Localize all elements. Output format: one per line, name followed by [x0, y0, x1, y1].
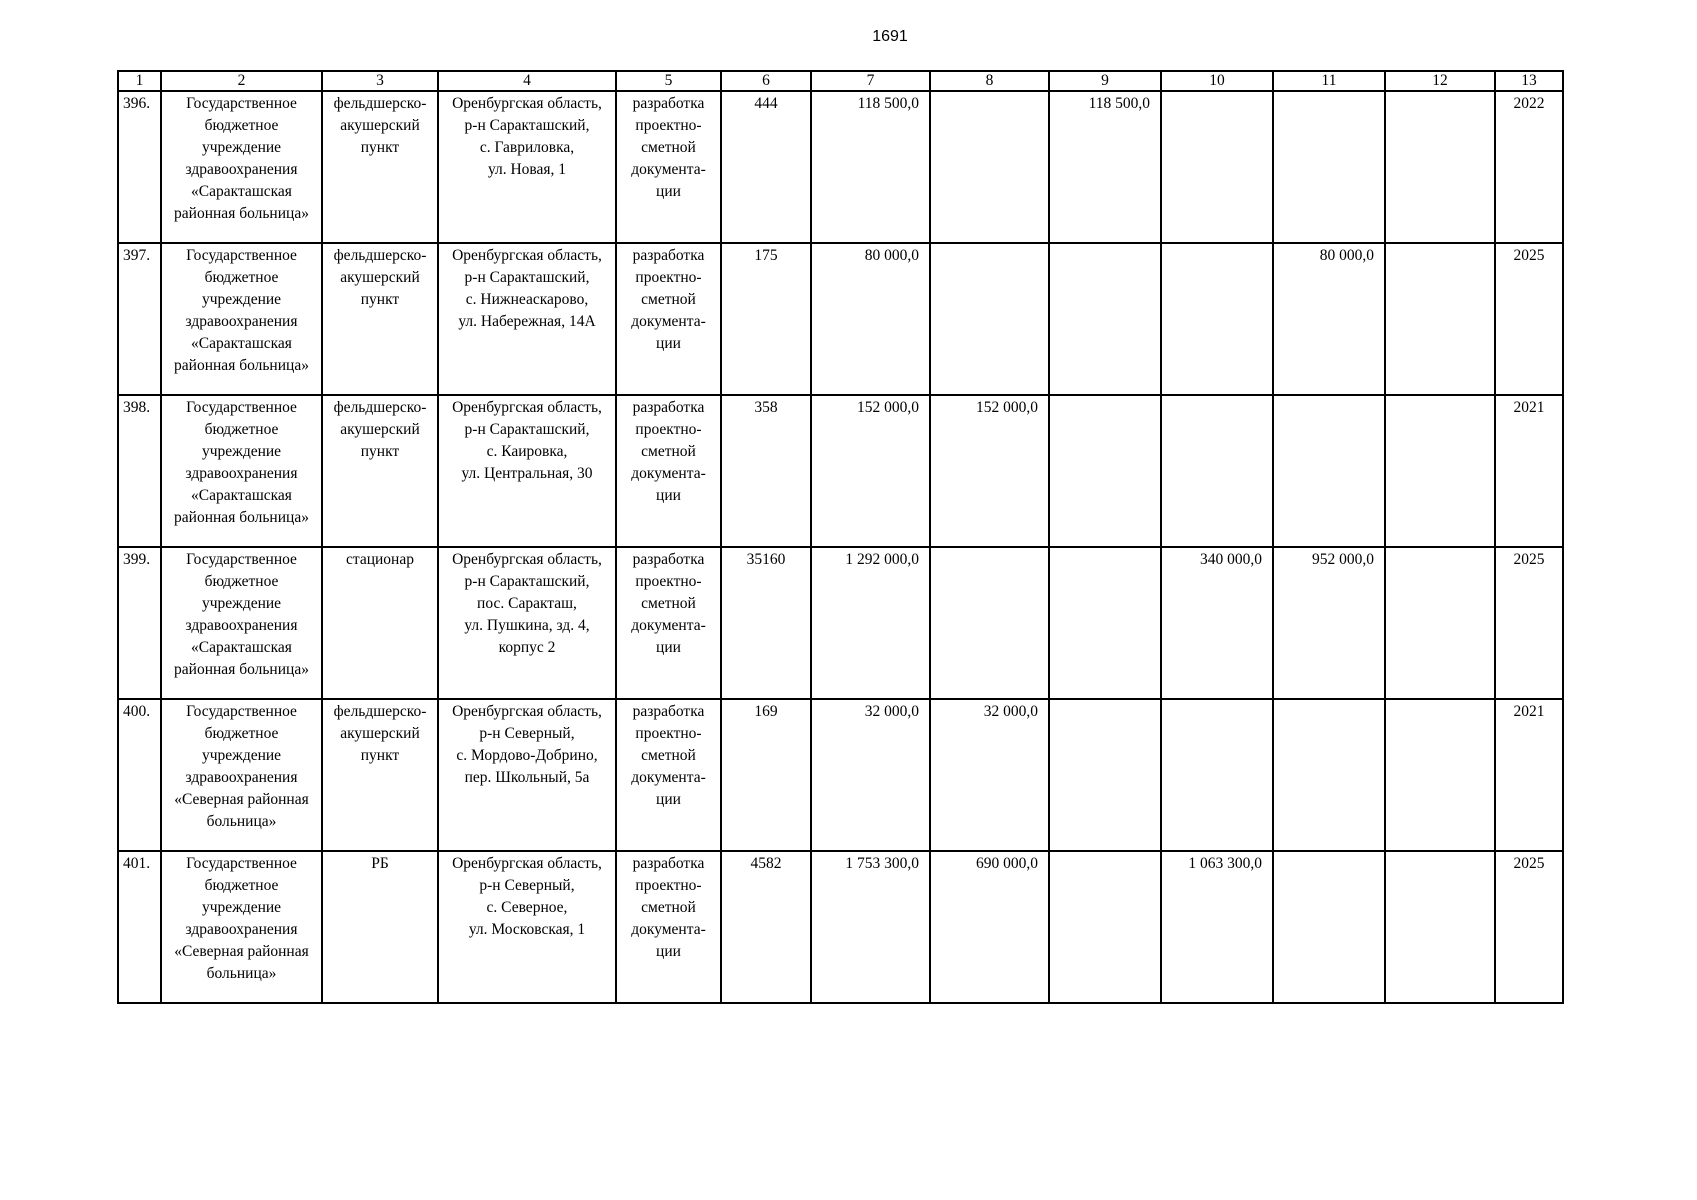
- area-cell: 4582: [721, 851, 811, 1003]
- cost-col-9-cell: [1049, 243, 1161, 395]
- table-row: [118, 91, 1563, 243]
- total-cost-cell: 80 000,0: [811, 243, 930, 395]
- area-cell: 444: [721, 91, 811, 243]
- row-number-cell: 398.: [118, 395, 161, 547]
- total-cost-cell: 118 500,0: [811, 91, 930, 243]
- header-cell-10: 10: [1161, 71, 1273, 91]
- header-cell-3: 3: [322, 71, 438, 91]
- facility-type-cell: стационар: [322, 547, 438, 699]
- header-row: [118, 71, 1563, 91]
- cost-col-8-cell: [930, 243, 1049, 395]
- year-cell: 2022: [1495, 91, 1563, 243]
- table-body: [118, 91, 1563, 1003]
- row-number-cell: 399.: [118, 547, 161, 699]
- table-row: [118, 243, 1563, 395]
- table-row: [118, 851, 1563, 1003]
- work-type-cell: разработка проектно- сметной документа- ции: [616, 699, 721, 851]
- header-cell-5: 5: [616, 71, 721, 91]
- cost-col-8-cell: 32 000,0: [930, 699, 1049, 851]
- organization-cell: Государственное бюджетное учреждение здравоохранения «Северная районная больница»: [161, 699, 322, 851]
- address-cell: Оренбургская область, р-н Саракташский, с. Каировка, ул. Центральная, 30: [438, 395, 616, 547]
- organization-cell: Государственное бюджетное учреждение здравоохранения «Северная районная больница»: [161, 851, 322, 1003]
- header-cell-2: 2: [161, 71, 322, 91]
- cost-col-11-cell: 80 000,0: [1273, 243, 1385, 395]
- address-cell: Оренбургская область, р-н Саракташский, с. Гавриловка, ул. Новая, 1: [438, 91, 616, 243]
- cost-col-10-cell: [1161, 91, 1273, 243]
- area-cell: 358: [721, 395, 811, 547]
- row-number-cell: 396.: [118, 91, 161, 243]
- cost-col-11-cell: [1273, 395, 1385, 547]
- table-row: [118, 395, 1563, 547]
- row-number-cell: 401.: [118, 851, 161, 1003]
- total-cost-cell: 32 000,0: [811, 699, 930, 851]
- cost-col-11-cell: 952 000,0: [1273, 547, 1385, 699]
- area-cell: 175: [721, 243, 811, 395]
- header-cell-11: 11: [1273, 71, 1385, 91]
- header-cell-9: 9: [1049, 71, 1161, 91]
- cost-col-9-cell: 118 500,0: [1049, 91, 1161, 243]
- cost-col-10-cell: 340 000,0: [1161, 547, 1273, 699]
- header-cell-12: 12: [1385, 71, 1495, 91]
- row-number-cell: 400.: [118, 699, 161, 851]
- header-cell-1: 1: [118, 71, 161, 91]
- page-number: 1691: [872, 28, 908, 45]
- cost-col-10-cell: [1161, 243, 1273, 395]
- header-cell-7: 7: [811, 71, 930, 91]
- year-cell: 2021: [1495, 395, 1563, 547]
- address-cell: Оренбургская область, р-н Северный, с. Мордово-Добрино, пер. Школьный, 5а: [438, 699, 616, 851]
- cost-col-9-cell: [1049, 851, 1161, 1003]
- header-cell-6: 6: [721, 71, 811, 91]
- header-cell-8: 8: [930, 71, 1049, 91]
- year-cell: 2025: [1495, 243, 1563, 395]
- organization-cell: Государственное бюджетное учреждение здравоохранения «Саракташская районная больница»: [161, 547, 322, 699]
- header-cell-13: 13: [1495, 71, 1563, 91]
- work-type-cell: разработка проектно- сметной документа- ции: [616, 851, 721, 1003]
- cost-col-11-cell: [1273, 91, 1385, 243]
- address-cell: Оренбургская область, р-н Северный, с. Северное, ул. Московская, 1: [438, 851, 616, 1003]
- cost-col-8-cell: [930, 547, 1049, 699]
- cost-col-8-cell: 152 000,0: [930, 395, 1049, 547]
- cost-col-12-cell: [1385, 91, 1495, 243]
- address-cell: Оренбургская область, р-н Саракташский, с. Нижнеаскарово, ул. Набережная, 14А: [438, 243, 616, 395]
- facility-type-cell: фельдшерско- акушерский пункт: [322, 699, 438, 851]
- work-type-cell: разработка проектно- сметной документа- ции: [616, 243, 721, 395]
- cost-col-12-cell: [1385, 243, 1495, 395]
- header-cell-4: 4: [438, 71, 616, 91]
- total-cost-cell: 152 000,0: [811, 395, 930, 547]
- work-type-cell: разработка проектно- сметной документа- ции: [616, 395, 721, 547]
- table-row: [118, 547, 1563, 699]
- facility-type-cell: фельдшерско- акушерский пункт: [322, 395, 438, 547]
- cost-col-12-cell: [1385, 395, 1495, 547]
- organization-cell: Государственное бюджетное учреждение здравоохранения «Саракташская районная больница»: [161, 91, 322, 243]
- cost-col-12-cell: [1385, 547, 1495, 699]
- total-cost-cell: 1 753 300,0: [811, 851, 930, 1003]
- work-type-cell: разработка проектно- сметной документа- ции: [616, 91, 721, 243]
- organization-cell: Государственное бюджетное учреждение здравоохранения «Саракташская районная больница»: [161, 395, 322, 547]
- cost-col-8-cell: 690 000,0: [930, 851, 1049, 1003]
- cost-col-11-cell: [1273, 699, 1385, 851]
- cost-col-9-cell: [1049, 699, 1161, 851]
- cost-col-10-cell: 1 063 300,0: [1161, 851, 1273, 1003]
- facility-type-cell: фельдшерско- акушерский пункт: [322, 243, 438, 395]
- facility-type-cell: фельдшерско- акушерский пункт: [322, 91, 438, 243]
- cost-col-10-cell: [1161, 395, 1273, 547]
- cost-col-10-cell: [1161, 699, 1273, 851]
- data-table: [117, 70, 1564, 1004]
- cost-col-8-cell: [930, 91, 1049, 243]
- cost-col-9-cell: [1049, 547, 1161, 699]
- year-cell: 2025: [1495, 547, 1563, 699]
- row-number-cell: 397.: [118, 243, 161, 395]
- cost-col-12-cell: [1385, 699, 1495, 851]
- address-cell: Оренбургская область, р-н Саракташский, пос. Саракташ, ул. Пушкина, зд. 4, корпус 2: [438, 547, 616, 699]
- area-cell: 35160: [721, 547, 811, 699]
- area-cell: 169: [721, 699, 811, 851]
- year-cell: 2021: [1495, 699, 1563, 851]
- organization-cell: Государственное бюджетное учреждение здравоохранения «Саракташская районная больница»: [161, 243, 322, 395]
- facility-type-cell: РБ: [322, 851, 438, 1003]
- work-type-cell: разработка проектно- сметной документа- ции: [616, 547, 721, 699]
- year-cell: 2025: [1495, 851, 1563, 1003]
- cost-col-12-cell: [1385, 851, 1495, 1003]
- table-row: [118, 699, 1563, 851]
- total-cost-cell: 1 292 000,0: [811, 547, 930, 699]
- cost-col-11-cell: [1273, 851, 1385, 1003]
- cost-col-9-cell: [1049, 395, 1161, 547]
